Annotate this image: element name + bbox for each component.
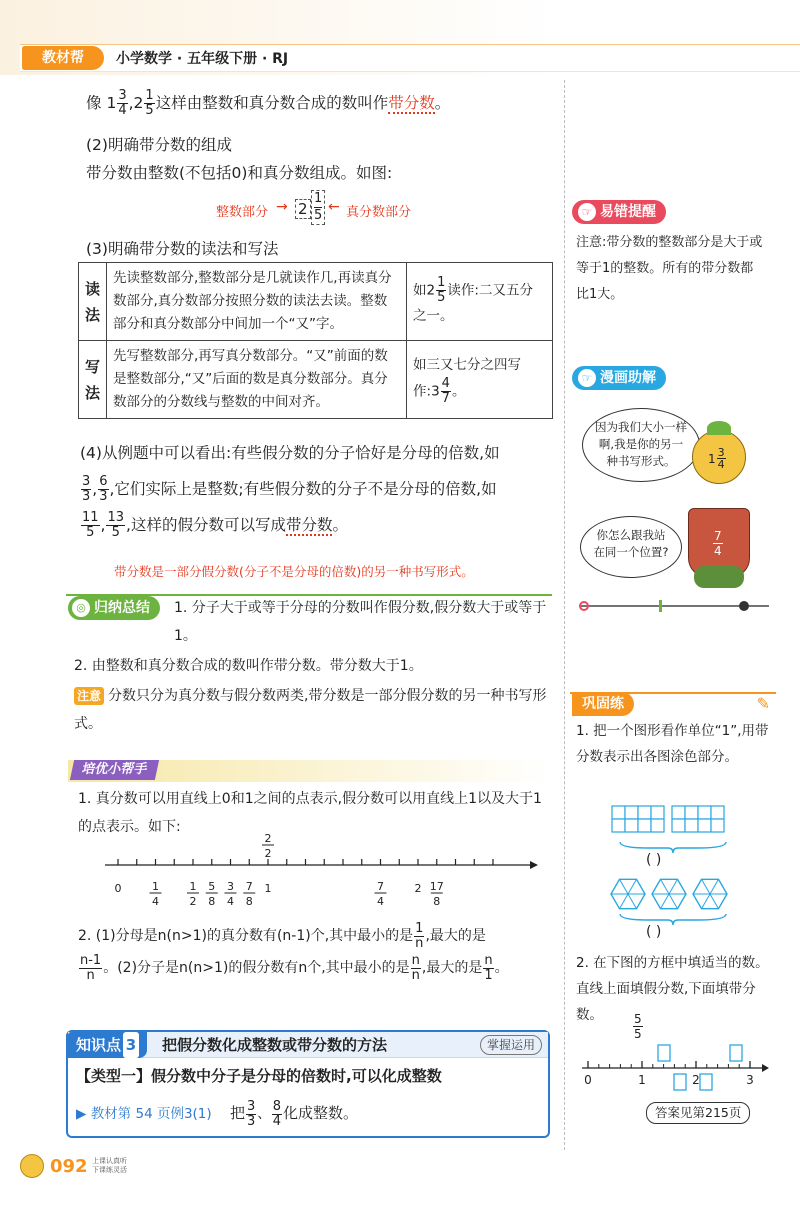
svg-text:1: 1 (189, 880, 197, 893)
svg-text:4: 4 (377, 895, 384, 908)
practice-head (570, 692, 776, 716)
fraction: $\frac{3}{4}$ (118, 88, 127, 118)
tick-label: 2 (692, 1073, 700, 1087)
mixed-number-character (692, 430, 746, 484)
grid-figure (604, 800, 734, 840)
practice-q1: 1. 把一个图形看作单位“1”,用带分数表示出各图涂色部分。 (576, 723, 769, 765)
tick-label (115, 882, 122, 895)
practice-q2: 2. 在下图的方框中填适当的数。直线上面填假分数,下面填带分数。 (576, 955, 769, 1023)
book-subject: 小学数学 · 五年级下册 · RJ (116, 51, 289, 67)
svg-text:2: 2 (414, 882, 422, 895)
row-key: 读法 (79, 263, 107, 341)
helper-title: 培优小帮手 (70, 760, 159, 780)
tick-label (430, 880, 444, 908)
grid-cell (672, 819, 685, 832)
row-desc: 先写整数部分,再写真分数部分。“又”前面的数是整数部分,“又”后面的数是真分数部分。真分数部分的分数线与整数的中间对齐。 (107, 341, 407, 419)
intro-pre: 像 (86, 94, 102, 112)
grid-cell (698, 806, 711, 819)
kp-label: 知识点 3 (68, 1032, 147, 1058)
grid-cell (685, 806, 698, 819)
page-footer (20, 1154, 780, 1180)
kp-mastery-badge: 掌握运用 (480, 1035, 542, 1055)
brace-icon (618, 912, 728, 926)
tick-label (187, 880, 199, 908)
hand-icon: ☞ (578, 203, 596, 221)
helper-p2: 2. (1)分母是n(n>1)的真分数有(n-1)个,其中最小的是 $\frac{1}{n}$ ,最大的是 $\frac{n-1}{n}$ 。(2)分子是n(n>1)的假分数有n个,其中最小的是 $\frac{n}{n}$ ,最大的是 $\frac{n}{1}$ 。 (78, 920, 509, 983)
arrow-left-icon: ← (328, 199, 340, 215)
tick-label (206, 880, 218, 908)
s2-heading: (2)明确带分数的组成 (86, 136, 232, 154)
hand-icon: ☞ (578, 369, 596, 387)
grid-cell (711, 819, 724, 832)
warn-title: ☞ 易错提醒 (572, 200, 666, 224)
mascot-icon (20, 1154, 44, 1178)
svg-text:8: 8 (208, 895, 216, 908)
intro-mid: 这样由整数和真分数合成的数叫作 (155, 94, 389, 112)
svg-text:2: 2 (264, 832, 272, 845)
grid-cell (651, 819, 664, 832)
svg-text:1: 1 (152, 880, 159, 893)
whole-part-label: 整数部分 (216, 205, 269, 220)
period: 。 (434, 94, 451, 112)
answer-paren[interactable]: ( ) (646, 924, 662, 940)
frog-icon (694, 566, 744, 588)
answer-box[interactable] (730, 1045, 742, 1061)
speech-bubble: 因为我们大小一样啊,我是你的另一种书写形式。 (582, 408, 700, 482)
summary-p2: 2. 由整数和真分数合成的数叫作带分数。带分数大于1。 (74, 658, 423, 674)
answer-box[interactable] (674, 1074, 686, 1090)
helper-p1: 1. 真分数可以用直线上0和1之间的点表示,假分数可以用直线上1以及大于1的点表示。如下: (78, 791, 542, 835)
fraction: $\frac{1}{5}$ (145, 88, 154, 118)
svg-text:3: 3 (227, 880, 234, 893)
composition-figure (216, 190, 436, 230)
q2-number-line (574, 1034, 774, 1094)
tick-label: 0 (584, 1073, 592, 1087)
comic-title: ☞ 漫画助解 (572, 366, 666, 390)
character-fraction: 1 $\frac{3}{4}$ (708, 446, 725, 471)
answer-reference[interactable]: 答案见第215页 (646, 1102, 750, 1124)
row-example: 如2 $\frac{1}{5}$ 读作:二又五分之一。 (407, 263, 553, 341)
tick-label (225, 880, 237, 908)
brand-tag: 教材帮 (22, 46, 104, 70)
summary-title: ◎ 归纳总结 (68, 596, 160, 620)
hexagon-figure (604, 872, 734, 916)
answer-box[interactable] (658, 1045, 670, 1061)
tick-label (375, 880, 387, 908)
leaf-icon (707, 421, 731, 435)
number-line (100, 830, 540, 915)
svg-text:17: 17 (429, 880, 444, 893)
play-icon: ▶ (76, 1106, 87, 1122)
intro-line (86, 88, 450, 118)
practice-title: 巩固练 (572, 692, 634, 716)
grid-cell (638, 819, 651, 832)
grid-cell (612, 819, 625, 832)
speech-bubble: 你怎么跟我站在同一个位置? (580, 516, 682, 578)
svg-text:5: 5 (208, 880, 216, 893)
row-example: 如三又七分之四写作:3 $\frac{4}{7}$ 。 (407, 341, 553, 419)
tick-label (150, 880, 162, 908)
table-row (79, 263, 553, 341)
table-row (79, 341, 553, 419)
svg-text:8: 8 (245, 895, 253, 908)
tick-label: 1 (638, 1073, 646, 1087)
svg-text:0: 0 (114, 882, 122, 895)
fraction-part: 1 5 (311, 190, 325, 225)
read-write-table (78, 262, 553, 419)
column-divider (564, 80, 565, 1150)
pencil-icon: ✎ (756, 694, 770, 713)
summary-note: 注意 分数只分为真分数与假分数两类,带分数是一部分假分数的另一种书写形式。 (74, 688, 547, 732)
s3-heading: (3)明确带分数的读法和写法 (86, 240, 279, 258)
mixed-whole: 1 (106, 94, 117, 112)
grid-cell (638, 806, 651, 819)
svg-text:7: 7 (377, 880, 384, 893)
tick-label: 3 (746, 1073, 754, 1087)
kp-type: 【类型一】假分数中分子是分母的倍数时,可以化成整数 (76, 1067, 442, 1085)
grid-cell (685, 819, 698, 832)
q2-fraction: $\frac{5}{5}$ (634, 1012, 642, 1041)
s4-note: 带分数是一部分假分数(分子不是分母的倍数)的另一种书写形式。 (114, 564, 474, 579)
tick-label (262, 832, 274, 863)
character-fraction: $\frac{7}{4}$ (714, 529, 722, 558)
s4-para (80, 438, 560, 540)
whole-part: 2 (295, 199, 311, 219)
svg-text:7: 7 (245, 880, 253, 893)
s4-line1: (4)从例题中可以看出:有些假分数的分子恰好是分母的倍数,如 (80, 444, 500, 462)
s4-line3: $\frac{11}{5}$ , $\frac{13}{5}$ ,这样的假分数可以写成带分数。 (82, 510, 348, 540)
kp-title: 把假分数化成整数或带分数的方法 (162, 1036, 388, 1054)
knowledge-point-box (66, 1030, 550, 1138)
grid-cell (625, 806, 638, 819)
grid-cell (612, 806, 625, 819)
s2-line: 带分数由整数(不包括0)和真分数组成。如图: (86, 164, 393, 182)
row-desc: 先读整数部分,整数部分是几就读作几,再读真分数部分,真分数部分按照分数的读法去读。整数部分和真分数部分中间加一个“又”字。 (107, 263, 407, 341)
svg-text:8: 8 (433, 895, 441, 908)
grid-cell (651, 806, 664, 819)
arrow-right-icon: → (276, 199, 288, 215)
page-number: 092 (50, 1156, 88, 1177)
comic-number-line (574, 592, 774, 614)
term-mixed-number: 带分数 (388, 94, 435, 112)
row-key: 写法 (79, 341, 107, 419)
answer-box[interactable] (700, 1074, 712, 1090)
svg-text:4: 4 (227, 895, 234, 908)
svg-text:1: 1 (264, 882, 272, 895)
tick-label (265, 882, 272, 895)
grid-cell (672, 806, 685, 819)
footer-slogan: 上课认真听 下课练灵活 (92, 1157, 127, 1174)
arrow-icon (530, 861, 538, 869)
summary-box (66, 594, 552, 732)
answer-paren[interactable]: ( ) (646, 852, 662, 868)
tick-label (243, 880, 255, 908)
s4-line2: $\frac{3}{3}$ , $\frac{6}{3}$ ,它们实际上是整数;有些假分数的分子不是分母的倍数,如 (82, 474, 497, 504)
note-tag: 注意 (74, 687, 104, 705)
kp-example: ▶ 教材第 54 页例3(1) 把 $\frac{3}{3}$ 、 $\frac{8}{4}$ 化成整数。 (76, 1098, 359, 1129)
sep: , (128, 94, 134, 112)
brace-icon (618, 840, 728, 854)
tick-label (415, 882, 422, 895)
grid-cell (698, 819, 711, 832)
target-icon: ◎ (72, 599, 90, 617)
svg-text:2: 2 (264, 847, 272, 860)
kp-ref[interactable]: 教材第 54 页例3(1) (90, 1106, 212, 1122)
grid-cell (711, 806, 724, 819)
mixed-whole: 2 (133, 94, 144, 112)
summary-p1: 1. 分子大于或等于分母的分数叫作假分数,假分数大于或等于1。 (174, 600, 547, 644)
fraction-part-label: 真分数部分 (346, 205, 412, 220)
grid-cell (625, 819, 638, 832)
warn-text: 注意:带分数的整数部分是大于或等于1的整数。所有的带分数都比1大。 (576, 235, 763, 302)
page-header (0, 0, 800, 75)
svg-text:2: 2 (189, 895, 197, 908)
svg-text:4: 4 (152, 895, 159, 908)
